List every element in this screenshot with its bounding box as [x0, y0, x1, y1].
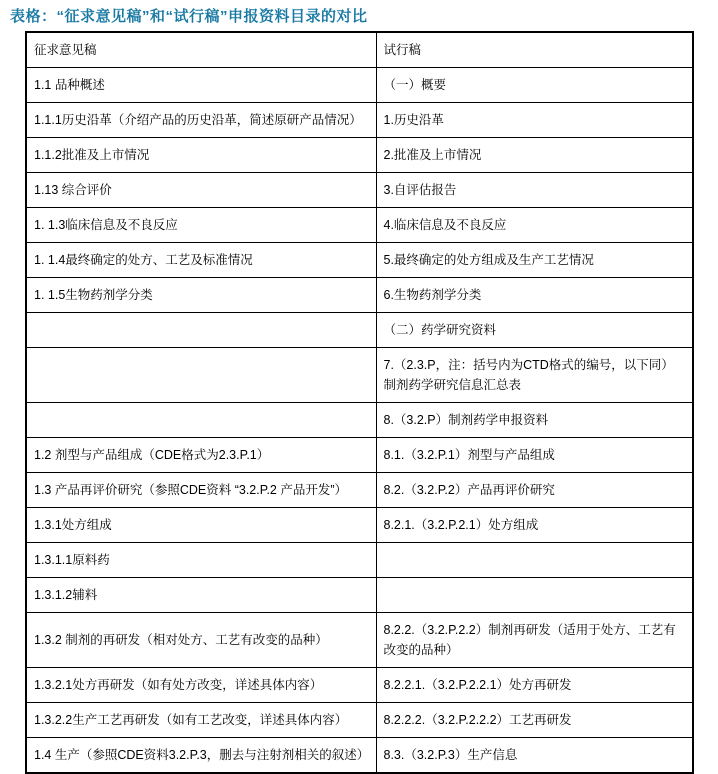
cell-draft: 1.1 品种概述: [26, 68, 376, 103]
cell-trial: 4.临床信息及不良反应: [376, 208, 693, 243]
cell-draft: [26, 403, 376, 438]
cell-draft: 1.3.1.2辅料: [26, 578, 376, 613]
table-row: [26, 208, 693, 243]
table-body: [26, 68, 693, 774]
table-row: [26, 738, 693, 774]
cell-trial: 8.2.2.1.（3.2.P.2.2.1）处方再研发: [376, 668, 693, 703]
cell-trial: 5.最终确定的处方组成及生产工艺情况: [376, 243, 693, 278]
cell-trial: [376, 578, 693, 613]
table-row: [26, 703, 693, 738]
cell-draft: 1.3.2 制剂的再研发（相对处方、工艺有改变的品种）: [26, 613, 376, 668]
cell-draft: 1.3.1.1原料药: [26, 543, 376, 578]
cell-draft: [26, 313, 376, 348]
table-row: [26, 613, 693, 668]
table-row: [26, 348, 693, 403]
cell-draft: 1. 1.4最终确定的处方、工艺及标准情况: [26, 243, 376, 278]
cell-trial: [376, 543, 693, 578]
cell-draft: 1.3 产品再评价研究（参照CDE资料 “3.2.P.2 产品开发”）: [26, 473, 376, 508]
table-row: [26, 173, 693, 208]
page-title: 表格：“征求意见稿”和“试行稿”申报资料目录的对比: [10, 8, 368, 25]
cell-draft: 1.4 生产（参照CDE资料3.2.P.3，删去与注射剂相关的叙述）: [26, 738, 376, 774]
cell-trial: （二）药学研究资料: [376, 313, 693, 348]
cell-draft: 1. 1.5生物药剂学分类: [26, 278, 376, 313]
cell-trial: 8.2.1.（3.2.P.2.1）处方组成: [376, 508, 693, 543]
table-row: [26, 243, 693, 278]
cell-draft: 1. 1.3临床信息及不良反应: [26, 208, 376, 243]
table-row: [26, 473, 693, 508]
table-row: [26, 103, 693, 138]
cell-draft: 1.3.1处方组成: [26, 508, 376, 543]
table-row: [26, 578, 693, 613]
table-row: [26, 543, 693, 578]
table-row: [26, 508, 693, 543]
column-header-trial: 试行稿: [376, 32, 693, 68]
cell-draft: 1.3.2.2生产工艺再研发（如有工艺改变，详述具体内容）: [26, 703, 376, 738]
cell-trial: 3.自评估报告: [376, 173, 693, 208]
cell-draft: 1.1.1历史沿革（介绍产品的历史沿革，简述原研产品情况）: [26, 103, 376, 138]
cell-trial: 8.2.2.（3.2.P.2.2）制剂再研发（适用于处方、工艺有改变的品种）: [376, 613, 693, 668]
table-header: [26, 32, 693, 68]
column-header-draft: 征求意见稿: [26, 32, 376, 68]
table-row: [26, 668, 693, 703]
cell-draft: 1.3.2.1处方再研发（如有处方改变，详述具体内容）: [26, 668, 376, 703]
cell-trial: 2.批准及上市情况: [376, 138, 693, 173]
cell-trial: 8.2.（3.2.P.2）产品再评价研究: [376, 473, 693, 508]
table-row: [26, 438, 693, 473]
cell-draft: 1.13 综合评价: [26, 173, 376, 208]
cell-trial: 8.2.2.2.（3.2.P.2.2.2）工艺再研发: [376, 703, 693, 738]
cell-draft: 1.2 剂型与产品组成（CDE格式为2.3.P.1）: [26, 438, 376, 473]
table-row: [26, 313, 693, 348]
cell-trial: 1.历史沿革: [376, 103, 693, 138]
table-row: [26, 138, 693, 173]
comparison-table: [25, 31, 694, 774]
cell-trial: 8.（3.2.P）制剂药学申报资料: [376, 403, 693, 438]
cell-draft: 1.1.2批准及上市情况: [26, 138, 376, 173]
cell-trial: （一）概要: [376, 68, 693, 103]
cell-trial: 8.3.（3.2.P.3）生产信息: [376, 738, 693, 774]
cell-trial: 6.生物药剂学分类: [376, 278, 693, 313]
table-row: [26, 278, 693, 313]
table-row: [26, 68, 693, 103]
cell-trial: 8.1.（3.2.P.1）剂型与产品组成: [376, 438, 693, 473]
table-row: [26, 403, 693, 438]
header-row: [26, 32, 693, 68]
cell-trial: 7.（2.3.P，注：括号内为CTD格式的编号，以下同）制剂药学研究信息汇总表: [376, 348, 693, 403]
cell-draft: [26, 348, 376, 403]
